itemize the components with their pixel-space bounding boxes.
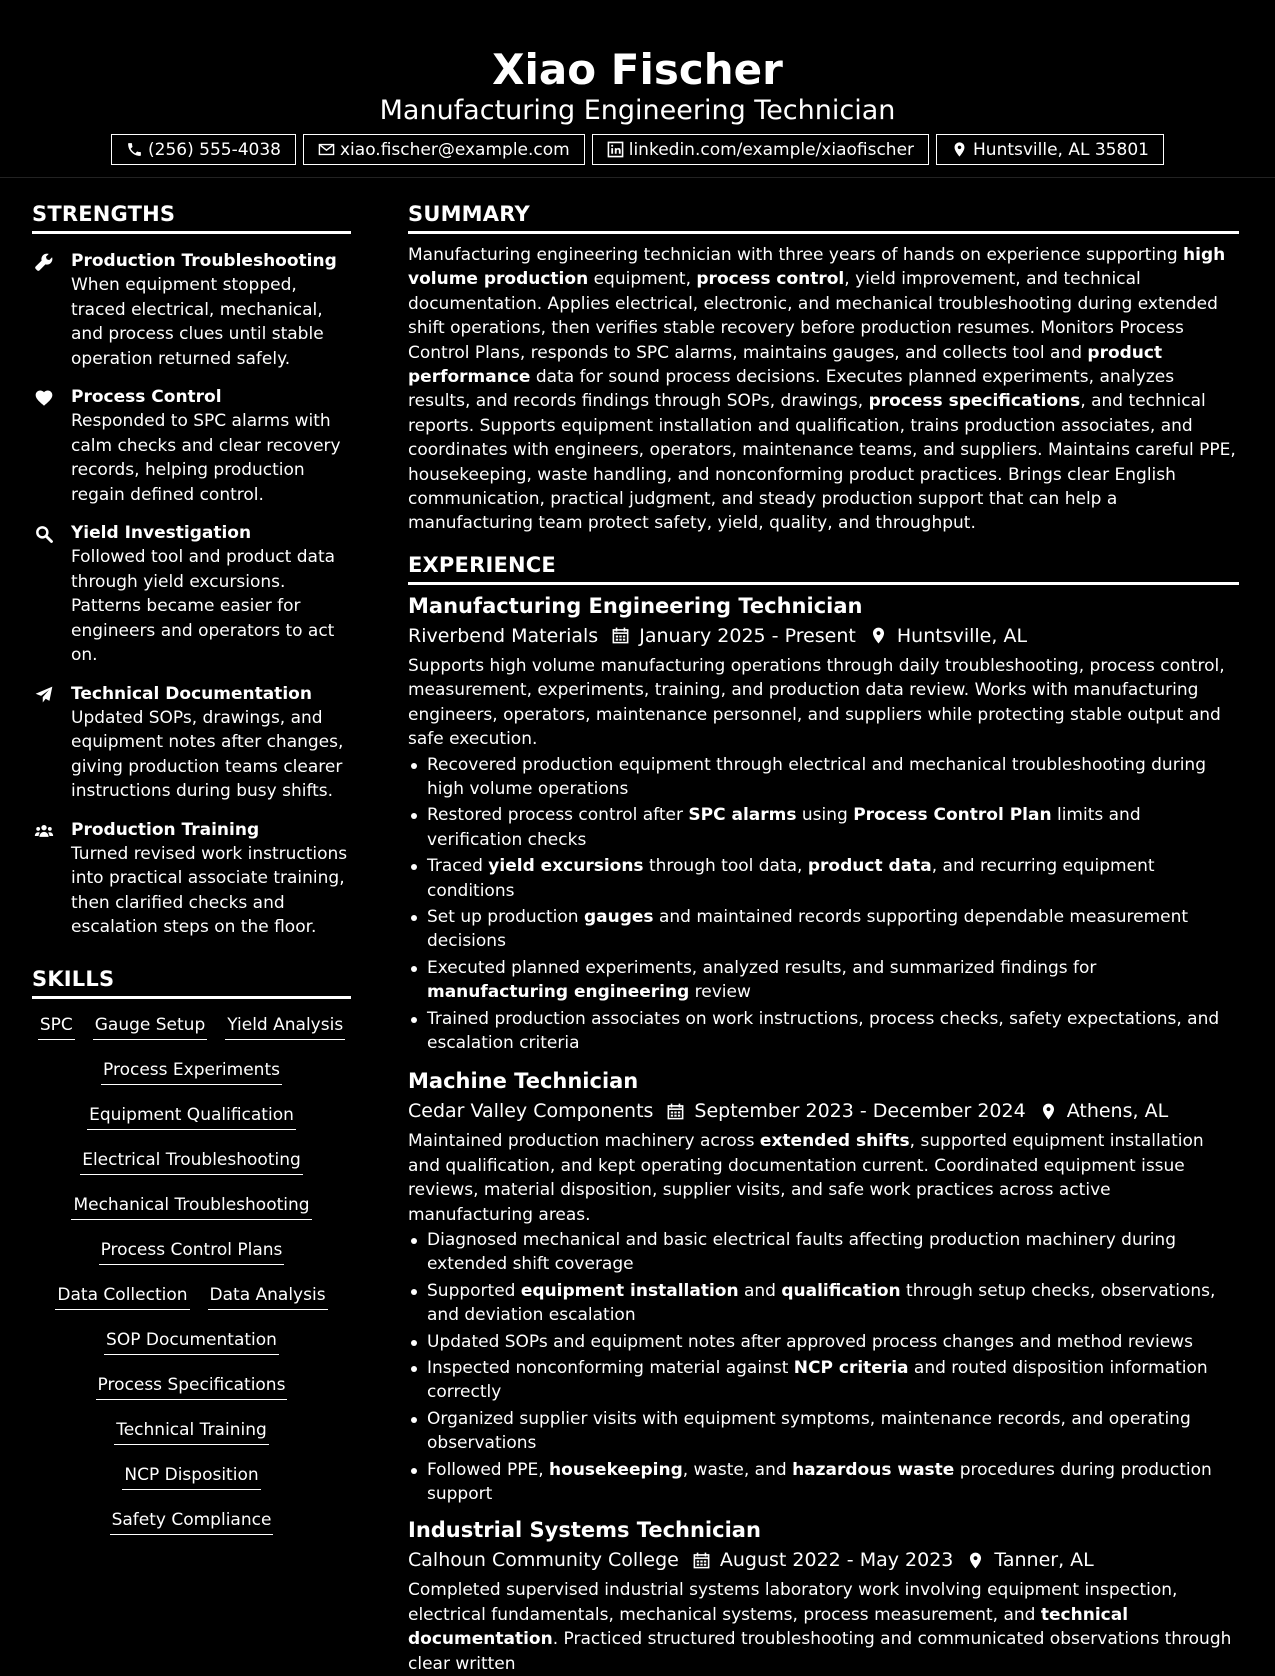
bullet-item: Restored process control after SPC alarms using Process Control Plan limits and verification checks — [408, 803, 1239, 852]
contact-linkedin-text: linkedin.com/example/xiaofischer — [628, 139, 915, 160]
paper-plane-icon — [34, 685, 54, 705]
summary-text: Manufacturing engineering technician with three years of hands on experience supporting high volume production equipment, process control, yield improvement, and technical documentation. Applies electrical, electronic, and mechanical troubleshooting during extended shift operations, then verifies stable recovery before production resumes. Monitors Process Control Plans, responds to SPC alarms, maintains gauges, and collects tool and product performance data for sound process decisions. Executes planned experiments, analyzes results, and records findings through SOPs, drawings, process specifications, and technical reports. Supports equipment installation and qualification, trains production associates, and coordinates with engineers, operators, maintenance teams, and suppliers. Maintains careful PPE, housekeeping, waste handling, and nonconforming product practices. Brings clear English communication, practical judgment, and steady production support that can help a manufacturing team protect safety, yield, quality, and throughput. — [408, 245, 1236, 534]
skill-tag: Process Experiments — [101, 1058, 282, 1085]
summary-heading: SUMMARY — [408, 200, 1239, 234]
location-icon — [869, 626, 888, 645]
bullet-item: Supported equipment installation and qualification through setup checks, observations, and deviation escalation — [408, 1279, 1239, 1328]
job-entry — [408, 1516, 1239, 1676]
strength-item — [32, 249, 351, 371]
bold-phrase: yield excursions — [488, 856, 644, 877]
location-icon — [951, 141, 968, 158]
skill-tag: SOP Documentation — [104, 1328, 279, 1355]
contact-location-text: Huntsville, AL 35801 — [973, 139, 1149, 160]
strength-item — [32, 521, 351, 667]
job-description: Supports high volume manufacturing operations through daily troubleshooting, process control, measurement, experiments, training, and production data review. Works with manufacturing engineers, operators, maintenance personnel, and suppliers while protecting stable output and safe execution. — [408, 655, 1225, 750]
bold-phrase: Process Control Plan — [853, 805, 1052, 826]
location-icon — [966, 1551, 985, 1570]
bold-phrase: manufacturing engineering — [427, 982, 690, 1003]
job-title: Machine Technician — [408, 1069, 639, 1094]
skill-tag: Electrical Troubleshooting — [80, 1148, 303, 1175]
job-title: Industrial Systems Technician — [408, 1518, 761, 1543]
contact-location[interactable] — [936, 134, 1164, 165]
strengths-heading: STRENGTHS — [32, 200, 351, 234]
bullet-item: Recovered production equipment through electrical and mechanical troubleshooting during high volume operations — [408, 753, 1239, 802]
search-icon — [34, 524, 54, 544]
bullet-item: Traced yield excursions through tool data, product data, and recurring equipment conditions — [408, 854, 1239, 903]
bullet-item: Trained production associates on work instructions, process checks, safety expectations, and escalation criteria — [408, 1007, 1239, 1056]
skill-tag: Data Collection — [55, 1283, 189, 1310]
bold-phrase: gauges — [583, 906, 654, 927]
job-bullets — [408, 753, 1239, 1056]
skills-heading: SKILLS — [32, 965, 351, 999]
strength-text: Responded to SPC alarms with calm checks and clear recovery records, helping production regain defined control. — [71, 411, 341, 505]
skill-tag: Process Specifications — [96, 1373, 288, 1400]
job-dates: September 2023 - December 2024 — [694, 1100, 1026, 1123]
job-location: Huntsville, AL — [896, 624, 1028, 647]
skill-tag: Safety Compliance — [110, 1508, 274, 1535]
bold-phrase: SPC alarms — [688, 805, 797, 826]
job-title: Manufacturing Engineering Technician — [408, 593, 863, 618]
contact-linkedin[interactable] — [592, 134, 929, 165]
skills-list — [32, 1013, 351, 1553]
bold-phrase: qualification — [781, 1280, 901, 1301]
job-description: Maintained production machinery across extended shifts, supported equipment installation and qualification, and kept operating documentation current. Coordinated equipment issue reviews, material disposition, supplier visits, and safe work practices across active manufacturing areas. — [408, 1131, 1204, 1225]
contact-bar — [0, 134, 1275, 165]
wrench-icon — [34, 252, 54, 272]
job-company: Calhoun Community College — [408, 1549, 679, 1572]
bullet-item: Updated SOPs and equipment notes after approved process changes and method reviews — [408, 1330, 1239, 1354]
job-location: Athens, AL — [1066, 1100, 1169, 1123]
strength-text: Updated SOPs, drawings, and equipment notes after changes, giving production teams clearer instructions during busy shifts. — [71, 707, 344, 802]
job-meta — [408, 1097, 1239, 1125]
bold-phrase: product performance — [408, 342, 1163, 388]
experience-heading: EXPERIENCE — [408, 551, 1239, 585]
strength-title: Technical Documentation — [71, 683, 312, 704]
strength-item — [32, 682, 351, 804]
bold-phrase: process control — [696, 269, 845, 290]
job-description: Completed supervised industrial systems laboratory work involving equipment inspection, electrical fundamentals, mechanical systems, process measurement, and technical documentation. Practiced structured troubleshooting and communicated observations through clear written — [408, 1580, 1232, 1674]
calendar-icon — [611, 626, 630, 645]
strength-title: Process Control — [71, 387, 222, 408]
bold-phrase: hazardous waste — [792, 1459, 955, 1480]
bold-phrase: technical documentation — [408, 1604, 1129, 1650]
strength-title: Yield Investigation — [71, 523, 252, 544]
email-icon — [318, 141, 335, 158]
bullet-item: Set up production gauges and maintained records supporting dependable measurement decisions — [408, 905, 1239, 954]
location-icon — [1039, 1102, 1058, 1121]
bold-phrase: housekeeping — [549, 1459, 683, 1480]
candidate-name: Xiao Fischer — [492, 45, 783, 94]
job-location: Tanner, AL — [994, 1549, 1094, 1572]
left-column — [32, 200, 351, 1553]
strength-title: Production Training — [71, 819, 260, 840]
job-entry — [408, 1067, 1239, 1506]
skill-tag: Technical Training — [114, 1418, 269, 1445]
job-entry — [408, 592, 1239, 1056]
job-bullets — [408, 1228, 1239, 1506]
calendar-icon — [692, 1551, 711, 1570]
skill-tag: Process Control Plans — [99, 1238, 285, 1265]
bold-phrase: NCP criteria — [793, 1358, 909, 1379]
bullet-item: Organized supplier visits with equipment symptoms, maintenance records, and operating observations — [408, 1407, 1239, 1456]
calendar-icon — [666, 1102, 685, 1121]
job-dates: August 2022 - May 2023 — [719, 1549, 954, 1572]
bold-phrase: extended shifts — [759, 1131, 910, 1152]
bold-phrase: process specifications — [868, 391, 1081, 412]
contact-email[interactable] — [303, 134, 585, 165]
heart-icon — [34, 388, 54, 408]
phone-icon — [126, 141, 143, 158]
bullet-item: Executed planned experiments, analyzed results, and summarized findings for manufacturing engineering review — [408, 956, 1239, 1005]
bold-phrase: high volume production — [408, 245, 1226, 290]
skill-tag: SPC — [38, 1013, 75, 1040]
contact-email-text: xiao.fischer@example.com — [340, 139, 570, 160]
strength-item — [32, 385, 351, 507]
bold-phrase: product data — [807, 856, 932, 877]
right-column — [408, 200, 1239, 1676]
skill-tag: Equipment Qualification — [87, 1103, 296, 1130]
contact-phone[interactable] — [111, 134, 296, 165]
bullet-item: Inspected nonconforming material against NCP criteria and routed disposition information correctly — [408, 1356, 1239, 1405]
resume-header — [0, 0, 1275, 178]
job-company: Riverbend Materials — [408, 624, 599, 647]
job-meta — [408, 1546, 1239, 1574]
skill-tag: Data Analysis — [208, 1283, 328, 1310]
bullet-item: Diagnosed mechanical and basic electrical faults affecting production machinery during extended shift coverage — [408, 1228, 1239, 1277]
contact-phone-text: (256) 555-4038 — [148, 139, 281, 160]
linkedin-icon — [607, 141, 624, 158]
users-icon — [34, 821, 54, 841]
bold-phrase: equipment installation — [520, 1280, 739, 1301]
skill-tag: Mechanical Troubleshooting — [71, 1193, 311, 1220]
skill-tag: NCP Disposition — [122, 1463, 260, 1490]
strength-item — [32, 818, 351, 940]
candidate-title: Manufacturing Engineering Technician — [379, 95, 896, 126]
strength-text: When equipment stopped, traced electrical, mechanical, and process clues until stable operation returned safely. — [71, 275, 324, 369]
bullet-item: Followed PPE, housekeeping, waste, and hazardous waste procedures during production support — [408, 1458, 1239, 1507]
strength-title: Production Troubleshooting — [71, 251, 337, 271]
strength-text: Turned revised work instructions into practical associate training, then clarified checks and escalation steps on the floor. — [71, 843, 348, 938]
job-company: Cedar Valley Components — [408, 1100, 654, 1123]
job-dates: January 2025 - Present — [639, 624, 856, 647]
skill-tag: Gauge Setup — [93, 1013, 208, 1040]
job-meta — [408, 622, 1239, 650]
strength-text: Followed tool and product data through yield excursions. Patterns became easier for engineers and operators to act on. — [71, 547, 336, 666]
skill-tag: Yield Analysis — [225, 1013, 345, 1040]
